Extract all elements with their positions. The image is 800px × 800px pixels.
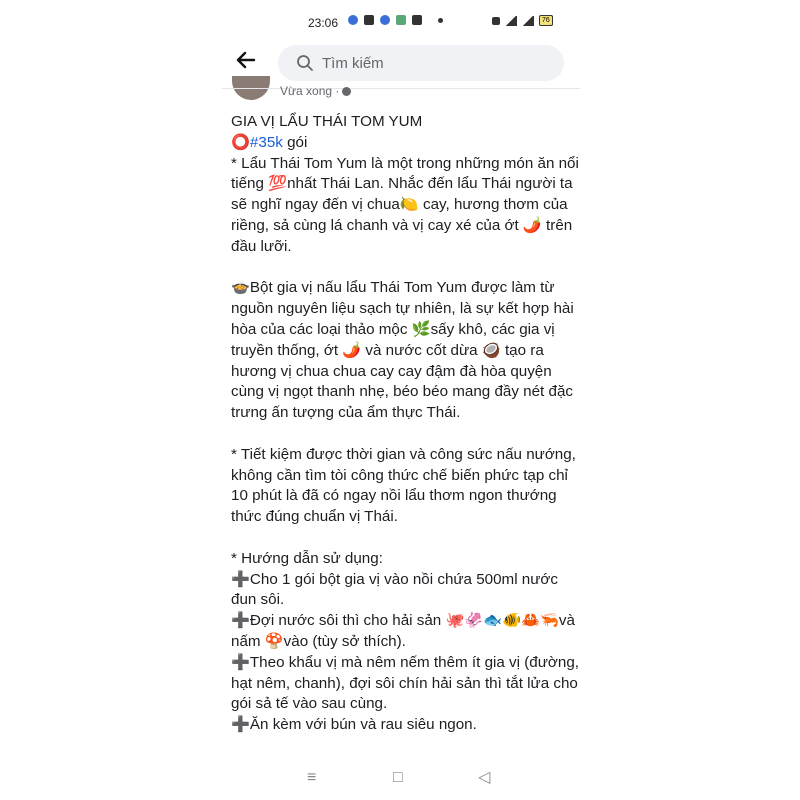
post-paragraph: * Lẩu Thái Tom Yum là một trong những món ăn nổi tiếng 💯nhất Thái Lan. Nhắc đến lẩu Thái người ta sẽ nghĩ ngay đến vị chua🍋 cay, hương thơm của riềng, sả cùng lá chanh và vị cay xé của ớt 🌶️ trên đầu lưỡi. [231,154,579,255]
status-time: 23:06 [308,16,339,30]
post-timestamp: Vừa xong · [280,84,340,98]
arrow-left-icon[interactable] [236,50,256,75]
post-instruction-step: ➕Ăn kèm với bún và rau siêu ngon. [231,716,477,734]
search-input[interactable] [320,54,544,73]
post-meta [280,84,351,98]
paragraph-gap [231,528,581,549]
messenger-notification-icon [364,15,374,25]
android-nav-bar [0,766,800,790]
post-paragraph: 🍲Bột gia vị nấu lẩu Thái Tom Yum được làm từ nguồn nguyên liệu sạch tự nhiên, là sự kết hợp hài hòa của các loại thảo mộc 🌿sấy khô, các gia vị truyền thống, ớt 🌶️ và nước cốt dừa 🥥 tạo ra hương vị chua chua cay cay đậm đà hòa quyện cùng vị ngọt thanh nhẹ, béo béo mang đầy nét đặc trưng ấn tượng của ẩm thực Thái. [231,279,574,422]
post-paragraph: * Tiết kiệm được thời gian và công sức nấu nướng, không cần tìm tòi công thức chế biến phức tạp chỉ 10 phút là đã có ngay nồi lẩu thơm ngon thướng thức đúng chuẩn vị Thái. [231,445,576,526]
arrow-left-svg [236,50,256,70]
search-bar[interactable] [278,45,564,81]
post-price: ⭕#35k gói [231,133,308,151]
battery-icon: 76 [539,15,553,26]
app-notification-icon [396,15,406,25]
post-instruction-step: ➕Theo khẩu vị mà nêm nếm thêm ít gia vị (đường, hạt nêm, chanh), đợi sôi chín hải sản thì tắt lửa cho gói sả tế vào sau cùng. [231,653,579,713]
bag-notification-icon [412,15,422,25]
signal-icon [522,16,534,26]
status-system-icons [492,15,553,26]
post-instruction-step: ➕Cho 1 gói bột gia vị vào nồi chứa 500ml nước đun sôi. [231,570,558,609]
search-icon [296,54,314,72]
back-nav-icon[interactable]: ◁ [478,769,491,786]
app-notification-icon [380,15,390,25]
more-notifications-dot-icon [438,18,443,23]
status-bar [0,10,800,36]
post-title: GIA VỊ LẨU THÁI TOM YUM [231,113,423,130]
signal-icon [505,16,517,26]
home-icon[interactable]: □ [393,769,403,786]
post-instruction-step: ➕Đợi nước sôi thì cho hải sản 🐙🦑🐟🐠🦀🦐và nấm 🍄vào (tùy sở thích). [231,612,575,650]
paragraph-gap [231,424,581,445]
globe-icon [342,87,351,96]
paragraph-gap [231,258,581,279]
status-notification-icons [348,15,443,25]
hashtag-link[interactable]: #35k [249,133,283,151]
recent-apps-icon[interactable]: ≡ [307,769,317,786]
vibrate-icon [492,17,500,25]
settings-notification-icon [348,15,358,25]
header-divider [222,88,580,89]
post-body [231,112,581,736]
top-header [0,44,800,84]
post-instructions-heading: * Hướng dẫn sử dụng: [231,549,383,567]
